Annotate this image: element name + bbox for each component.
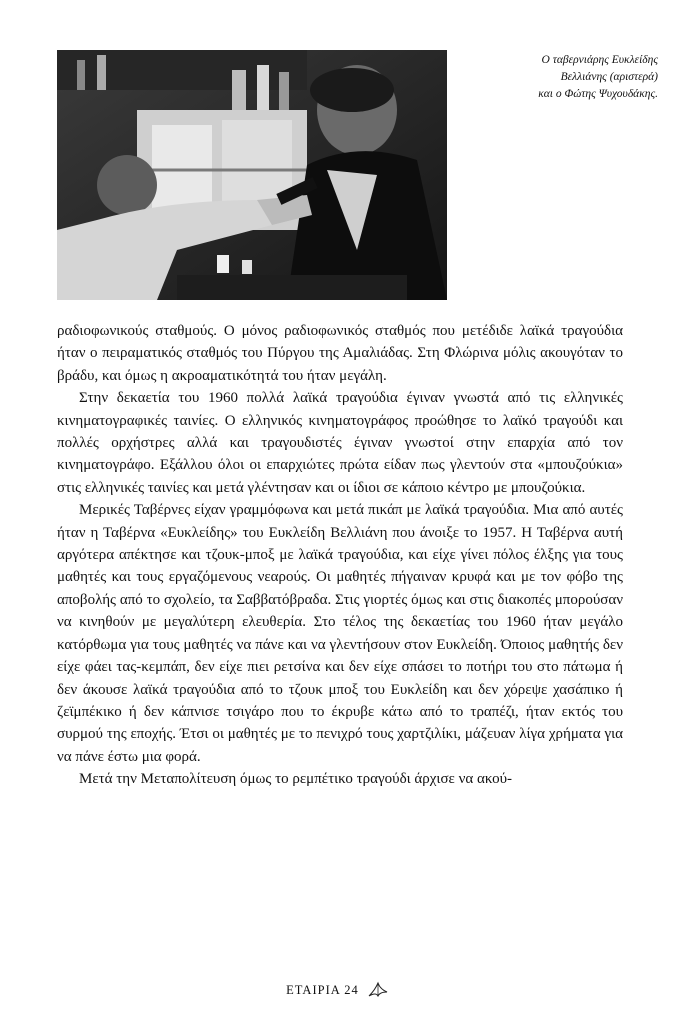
caption-line: Βελλιάνης (αριστερά) bbox=[560, 71, 658, 83]
caption-line: Ο ταβερνιάρης Ευκλείδης bbox=[541, 54, 658, 66]
footer-label: ΕΤΑΙΡΙΑ bbox=[286, 982, 341, 997]
tavern-photo bbox=[57, 50, 447, 300]
page-number: 24 bbox=[344, 982, 359, 997]
article-body bbox=[57, 320, 623, 791]
paragraph: Μετά την Μεταπολίτευση όμως το ρεμπέτικο τραγούδι άρχισε να ακού- bbox=[79, 771, 512, 788]
caption-line: και ο Φώτης Ψυχουδάκης. bbox=[538, 88, 658, 100]
page-footer bbox=[0, 980, 675, 1002]
photo-caption bbox=[458, 52, 658, 103]
paragraph: Μερικές Ταβέρνες είχαν γραμμόφωνα και μετά πικάπ με λαϊκά τραγούδια. Μια από αυτές ήταν η Ταβέρνα «Ευκλείδης» του Ευκλείδη Βελλιάνη που άνοιξε το 1957. Η Ταβέρνα αυτή αργότερα απέκτησε και τζουκ-μποξ με λαϊκά τραγούδια, και είχε γίνει πόλος έλξης για τους μαθητές και τους εργαζόμενους νεαρούς. Οι μαθητές πήγαιναν κρυφά και με τον φόβο της αποβολής από το σχολείο, τα Σαββατόβραδα. Στις γιορτές όμως και στις διακοπές μπορούσαν να κινηθούν με μεγαλύτερη ελευθερία. Στο τέλος της δεκαετίας του 1960 ήταν μεγάλο κατόρθωμα για τους μαθητές να πάνε και να γλεντήσουν στον Ευκλείδη. Όποιος μαθητής δεν είχε φάει τας-κεμπάπ, δεν είχε πιει ρετσίνα και δεν είχε σπάσει το ποτήρι του στο πάτωμα ή δεν άκουσε λαϊκά τραγούδια από το τζουκ μποξ του Ευκλείδη και δεν χόρεψε χασάπικο ή ζεϊμπέκικο ή δεν κάπνισε τσιγάρο που το έκρυβε κάτω από το τραπέζι, ήταν εκτός του συρμού της εποχής. Έτσι οι μαθητές με το πενιχρό τους χαρτζιλίκι, μάζευαν λίγα χρήματα για να πάνε έστω μια φορά. bbox=[57, 502, 623, 765]
leaf-ornament-icon bbox=[367, 980, 389, 1002]
paragraph: ραδιοφωνικούς σταθμούς. Ο μόνος ραδιοφωνικός σταθμός που μετέδιδε λαϊκά τραγούδια ήταν ο πειραματικός σταθμός του Πύργου της Αμαλιάδας. Στη Φλώρινα μόλις ακουγόταν το βράδυ, και όμως η ακροαματικότητά του ήταν μεγάλη. bbox=[57, 323, 623, 384]
paragraph: Στην δεκαετία του 1960 πολλά λαϊκά τραγούδια έγιναν γνωστά από τις ελληνικές κινηματογραφικές ταινίες. Ο ελληνικός κινηματογράφος προώθησε το λαϊκό τραγούδι και πολλές ορχήστρες αλλά και τραγουδιστές έγιναν γνωστοί στην επαρχία από τον κινηματογράφο. Εξάλλου όλοι οι επαρχιώτες πρώτα είδαν πως γλεντούν στα «μπουζούκια» στις ελληνικές ταινίες και μετά γλέντησαν και οι ίδιοι σε κάποιο κέντρο με μπουζούκια. bbox=[57, 390, 623, 496]
tavern-photo-illustration bbox=[57, 50, 447, 300]
